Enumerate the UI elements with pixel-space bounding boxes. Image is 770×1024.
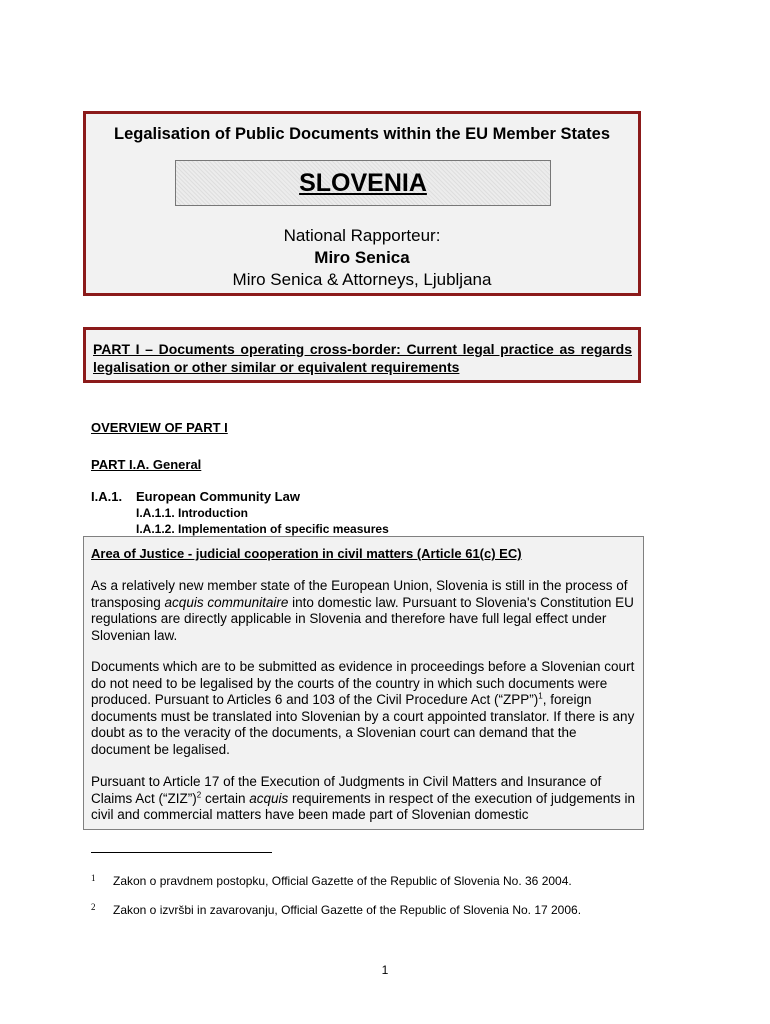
paragraph: Documents which are to be submitted as evidence in proceedings before a Slovenian court do not need to be legalised by the courts of the country in which such documents were produced. Pursuant to Articles 6 and 103 of the Civil Procedure Act (“ZPP”)$^1$, foreign documents must be translated into Slovenian by a court appointed translator. If there is any doubt as to the veracity of the documents, a Slovenian court can demand that the document be legalised.	[91, 659, 635, 757]
document-title: Legalisation of Public Documents within the EU Member States	[114, 125, 610, 143]
footnote-ref: 2	[196, 790, 202, 799]
rapporteur-block	[86, 225, 638, 291]
rapporteur-name: Miro Senica	[314, 248, 410, 267]
country-banner	[175, 160, 551, 206]
footnote-text: Zakon o izvršbi in zavarovanju, Official Gazette of the Republic of Slovenia No. 17 2006.	[113, 903, 582, 917]
footnote-separator	[91, 852, 272, 853]
rapporteur-label: National Rapporteur:	[283, 226, 441, 245]
toc-item	[91, 489, 300, 504]
rapporteur-firm: Miro Senica & Attorneys, Ljubljana	[232, 270, 492, 289]
footnote-text: Zakon o pravdnem postopku, Official Gazette of the Republic of Slovenia No. 36 2004.	[113, 874, 572, 888]
overview-heading: OVERVIEW OF PART I	[91, 420, 228, 435]
toc-subitem: I.A.1.1. Introduction	[136, 506, 249, 520]
paragraph: As a relatively new member state of the European Union, Slovenia is still in the process of transposing acquis communitaire into domestic law. Pursuant to Slovenia's Constitution EU regulations are directly applicable in Slovenia and therefore have full legal effect under Slovenian law.	[91, 578, 634, 643]
footnote-ref: 1	[538, 691, 543, 701]
part-box	[83, 327, 641, 383]
section-box	[83, 536, 644, 830]
toc-item-label: European Community Law	[136, 489, 300, 504]
toc-subitem: I.A.1.2. Implementation of specific measures	[136, 522, 389, 536]
country-name: SLOVENIA	[299, 168, 427, 197]
part-general-heading: PART I.A. General	[91, 457, 202, 472]
footnote	[91, 902, 581, 917]
footnote-number: 2	[91, 902, 96, 912]
toc-item-number: I.A.1.	[91, 489, 123, 504]
title-box	[83, 111, 641, 296]
footnote	[91, 873, 572, 888]
footnote-number: 1	[91, 873, 96, 883]
paragraph: Pursuant to Article 17 of the Execution of Judgments in Civil Matters and Insurance of Claims Act (“ZIZ”)$^2$ certain acquis requirements in respect of the execution of judgements in civil and commercial matters have been made part of Slovenian domestic	[91, 774, 635, 822]
part-title: PART I – Documents operating cross-border: Current legal practice as regards legalisation or other similar or equivalent requirements	[93, 341, 632, 375]
page-number: 1	[381, 963, 389, 977]
section-heading: Area of Justice - judicial cooperation in civil matters (Article 61(c) EC)	[91, 546, 522, 561]
